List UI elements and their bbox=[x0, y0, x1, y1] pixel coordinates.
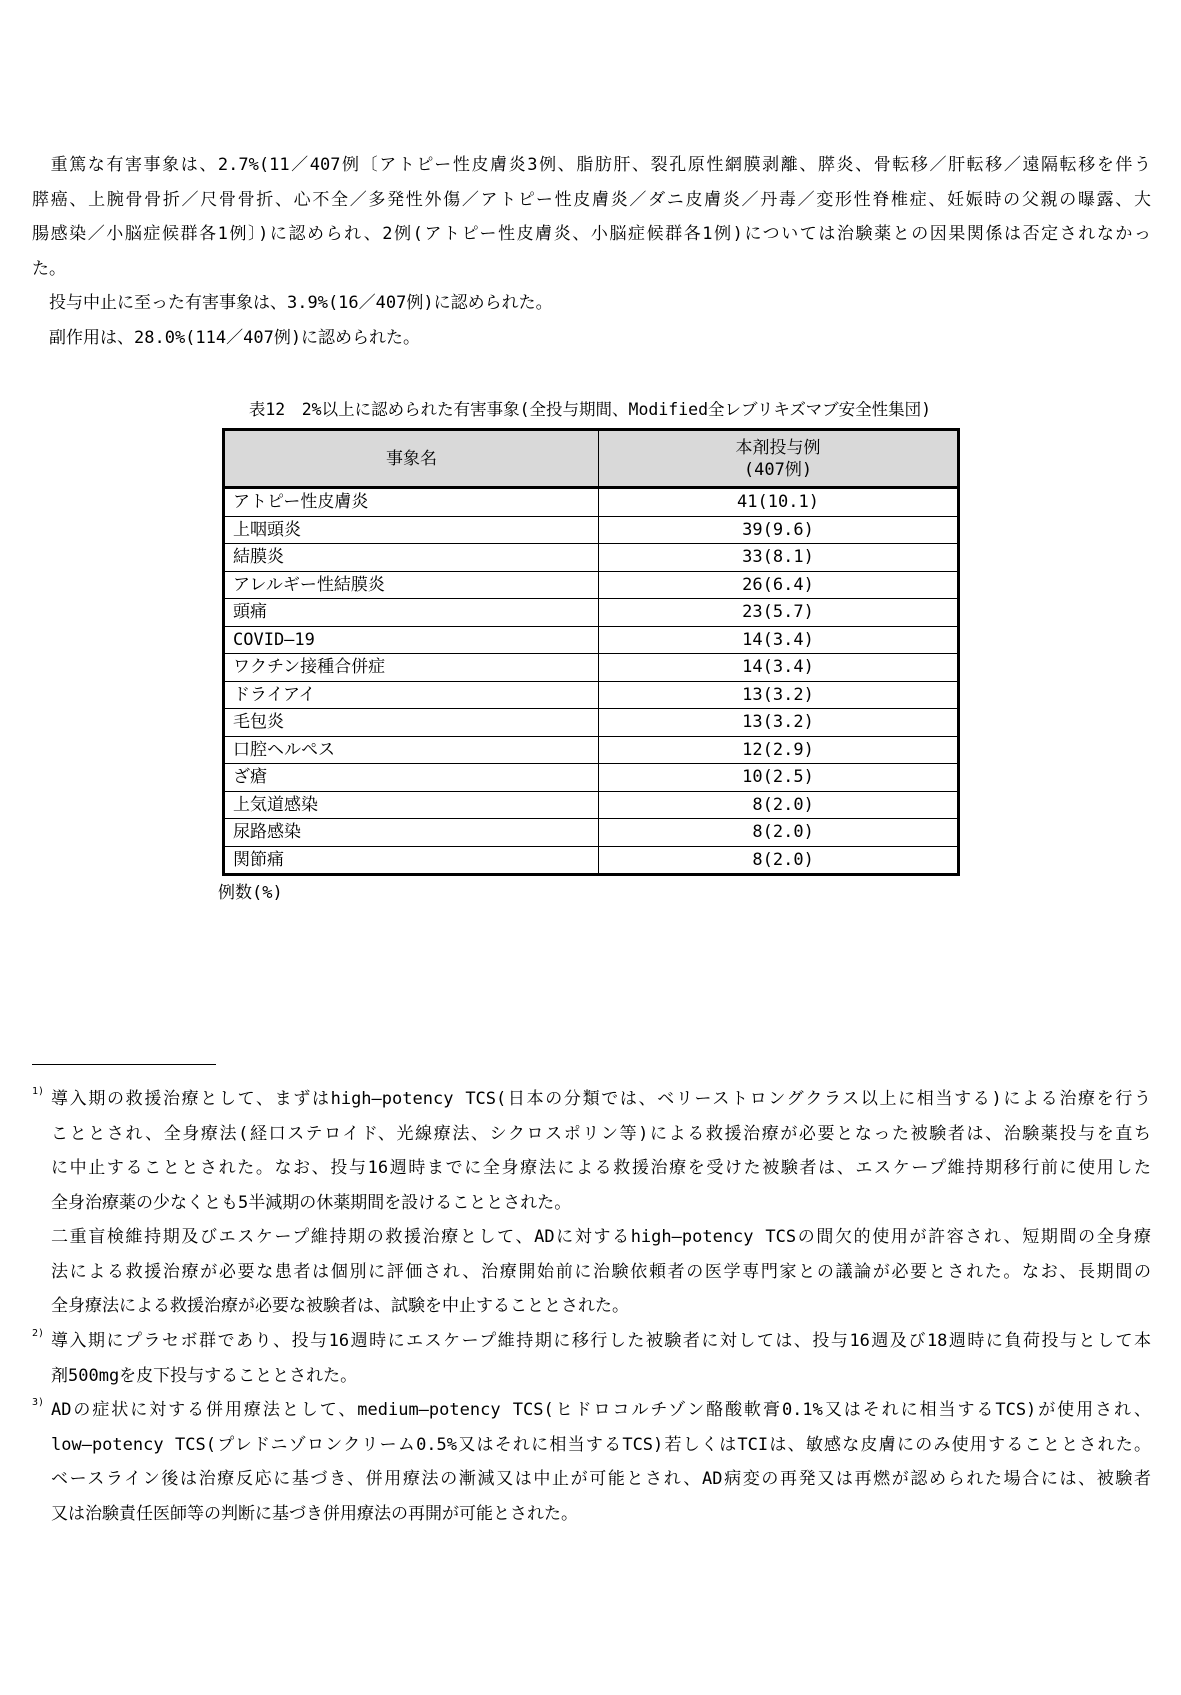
event-name: 結膜炎 bbox=[224, 544, 599, 572]
event-name: 関節痛 bbox=[224, 846, 599, 875]
header-treatment-group bbox=[599, 430, 959, 488]
footnote-line: 導入期にプラセボ群であり、投与16週時にエスケープ維持期に移行した被験者に対しては、投与16週及び18週時に負荷投与として本 bbox=[51, 1331, 1151, 1351]
table-row bbox=[224, 571, 959, 599]
footnote-1 bbox=[32, 1082, 1151, 1324]
footnote-line: ベースライン後は治療反応に基づき、併用療法の漸減又は中止が可能とされ、AD病変の再発又は再燃が認められた場合には、被験者 bbox=[51, 1469, 1151, 1489]
event-name: 口腔ヘルペス bbox=[224, 736, 599, 764]
footnote-line: 又は治験責任医師等の判断に基づき併用療法の再開が可能とされた。 bbox=[51, 1503, 578, 1524]
event-count: 8(2.0) bbox=[599, 846, 959, 875]
discontinuation-paragraph: 投与中止に至った有害事象は、3.9%(16／407例)に認められた。 bbox=[32, 293, 553, 313]
table-row bbox=[224, 654, 959, 682]
adverse-reaction-paragraph: 副作用は、28.0%(114／407例)に認められた。 bbox=[32, 327, 421, 348]
event-count: 13(3.2) bbox=[599, 681, 959, 709]
event-name: COVID—19 bbox=[224, 626, 599, 654]
safety-summary-paragraphs bbox=[32, 148, 1151, 355]
footnote-line: ADの症状に対する併用療法として、medium—potency TCS(ヒドロコルチゾン酪酸軟膏0.1%又はそれに相当するTCS)が使用され、 bbox=[51, 1400, 1151, 1420]
footnote-line: low—potency TCS(プレドニゾロンクリーム0.5%又はそれに相当するTCS)若しくはTCIは、敏感な皮膚にのみ使用することとされた。 bbox=[51, 1434, 1151, 1455]
event-name: 毛包炎 bbox=[224, 709, 599, 737]
adverse-events-table bbox=[222, 428, 960, 876]
table-row bbox=[224, 544, 959, 572]
event-name: 上咽頭炎 bbox=[224, 516, 599, 544]
event-count: 12(2.9) bbox=[599, 736, 959, 764]
event-count: 10(2.5) bbox=[599, 764, 959, 792]
footnote-line: こととされ、全身療法(経口ステロイド、光線療法、シクロスポリン等)による救援治療が必要となった被験者は、治験薬投与を直ち bbox=[51, 1123, 1151, 1144]
event-name: ワクチン接種合併症 bbox=[224, 654, 599, 682]
footnote-mark: 3) bbox=[32, 1397, 45, 1408]
table-row bbox=[224, 681, 959, 709]
table-row bbox=[224, 791, 959, 819]
event-count: 8(2.0) bbox=[599, 791, 959, 819]
footnote-3 bbox=[32, 1393, 1151, 1531]
event-count: 13(3.2) bbox=[599, 709, 959, 737]
table-row bbox=[224, 488, 959, 517]
event-name: ドライアイ bbox=[224, 681, 599, 709]
footnote-line: 導入期の救援治療として、まずはhigh—potency TCS(日本の分類では、ベリーストロングクラス以上に相当する)による治療を行う bbox=[51, 1089, 1151, 1109]
event-name: 頭痛 bbox=[224, 599, 599, 627]
table-row bbox=[224, 599, 959, 627]
footnote-line: 全身療法による救援治療が必要な被験者は、試験を中止することとされた。 bbox=[51, 1296, 629, 1316]
footnote-line: 剤500mgを皮下投与することとされた。 bbox=[51, 1365, 358, 1386]
footnote-2 bbox=[32, 1324, 1151, 1393]
footnote-line: 法による救援治療が必要な患者は個別に評価され、治療開始前に治験依頼者の医学専門家との議論が必要とされた。なお、長期間の bbox=[51, 1261, 1151, 1282]
table-row bbox=[224, 709, 959, 737]
header-group-label: 本剤投与例 bbox=[735, 437, 821, 458]
table-unit-note: 例数(%) bbox=[218, 883, 283, 903]
footnote-divider bbox=[32, 1064, 216, 1065]
table-row bbox=[224, 736, 959, 764]
footnote-line: 全身治療薬の少なくとも5半減期の休薬期間を設けることとされた。 bbox=[51, 1192, 572, 1213]
event-count: 14(3.4) bbox=[599, 654, 959, 682]
paragraph-line: 膵癌、上腕骨骨折／尺骨骨折、心不全／多発性外傷／アトピー性皮膚炎／ダニ皮膚炎／丹毒／変形性脊椎症、妊娠時の父親の曝露、大 bbox=[32, 189, 1151, 210]
event-count: 26(6.4) bbox=[599, 571, 959, 599]
event-count: 23(5.7) bbox=[599, 599, 959, 627]
event-count: 41(10.1) bbox=[599, 488, 959, 517]
table-row bbox=[224, 516, 959, 544]
event-count: 39(9.6) bbox=[599, 516, 959, 544]
event-name: アレルギー性結膜炎 bbox=[224, 571, 599, 599]
event-name: 上気道感染 bbox=[224, 791, 599, 819]
table-header-row bbox=[224, 430, 959, 488]
paragraph-line: 腸感染／小脳症候群各1例〕)に認められ、2例(アトピー性皮膚炎、小脳症候群各1例)については治験薬との因果関係は否定されなかっ bbox=[32, 224, 1151, 244]
table-caption: 表12 2%以上に認められた有害事象(全投与期間、Modified全レブリキズマブ安全性集団) bbox=[248, 400, 932, 419]
footnote-line: 二重盲検維持期及びエスケープ維持期の救援治療として、ADに対するhigh—potency TCSの間欠的使用が許容され、短期間の全身療 bbox=[51, 1227, 1151, 1247]
event-name: 尿路感染 bbox=[224, 819, 599, 847]
footnote-mark: 2) bbox=[32, 1328, 45, 1339]
paragraph-line: 重篤な有害事象は、2.7%(11／407例〔アトピー性皮膚炎3例、脂肪肝、裂孔原性網膜剥離、膵炎、骨転移／肝転移／遠隔転移を伴う bbox=[32, 155, 1151, 175]
event-count: 14(3.4) bbox=[599, 626, 959, 654]
table-row bbox=[224, 764, 959, 792]
event-name: アトピー性皮膚炎 bbox=[224, 488, 599, 517]
event-count: 33(8.1) bbox=[599, 544, 959, 572]
footnote-line: に中止することとされた。なお、投与16週時までに全身療法による救援治療を受けた被験者は、エスケープ維持期移行前に使用した bbox=[51, 1158, 1151, 1178]
header-event-name: 事象名 bbox=[224, 430, 599, 488]
table-row bbox=[224, 819, 959, 847]
paragraph-line: た。 bbox=[32, 258, 66, 279]
header-group-n: (407例) bbox=[743, 459, 813, 480]
table-row bbox=[224, 846, 959, 875]
table-row bbox=[224, 626, 959, 654]
footnote-mark: 1) bbox=[32, 1086, 45, 1097]
event-count: 8(2.0) bbox=[599, 819, 959, 847]
event-name: ざ瘡 bbox=[224, 764, 599, 792]
